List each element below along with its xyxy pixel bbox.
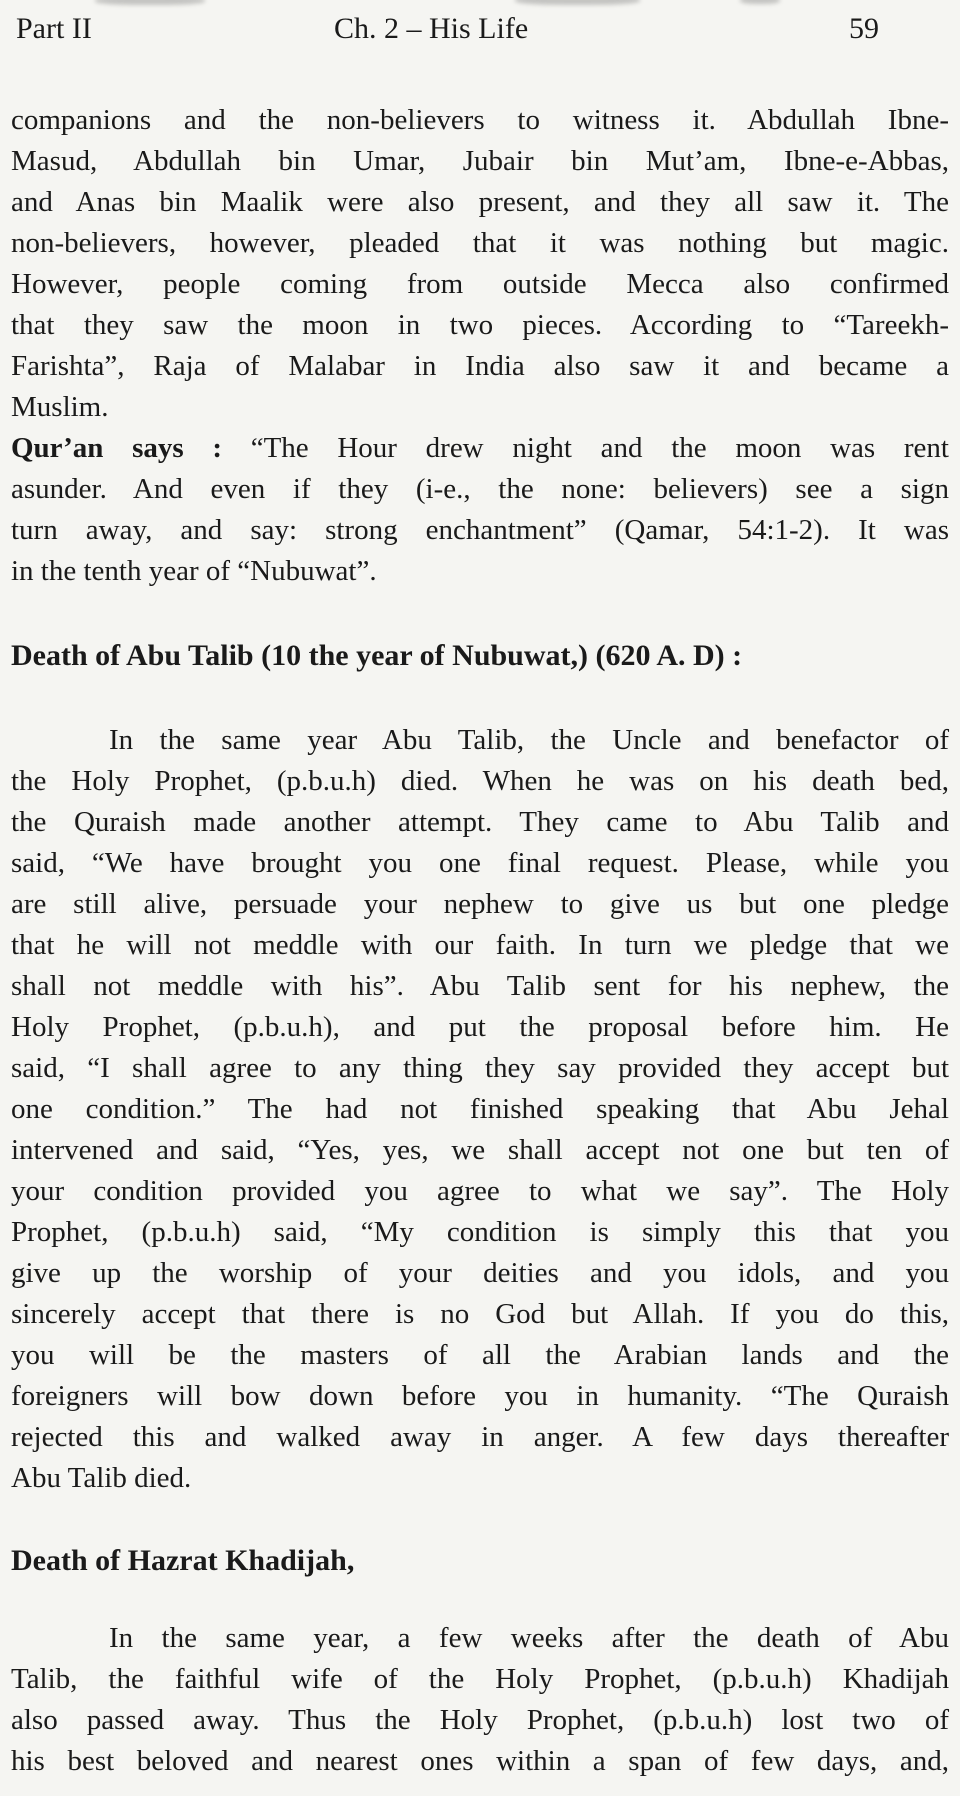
text-line: his best beloved and nearest ones within a span of few days, and, [11, 1745, 949, 1777]
text-line: However, people coming from outside Mecca also confirmed [11, 268, 949, 300]
text-line: In the same year, a few weeks after the death of Abu [109, 1622, 949, 1654]
text-line: Muslim. [11, 391, 109, 423]
header-part-label: Part II [16, 12, 92, 45]
text-line: are still alive, persuade your nephew to give us but one pledge [11, 888, 949, 920]
text-line: Prophet, (p.b.u.h) said, “My condition is simply this that you [11, 1216, 949, 1248]
text-line: that he will not meddle with our faith. In turn we pledge that we [11, 929, 949, 961]
text-line [11, 428, 949, 469]
text-line: one condition.” The had not finished speaking that Abu Jehal [11, 1093, 949, 1125]
text-line: said, “I shall agree to any thing they say provided they accept but [11, 1052, 949, 1084]
text-line: said, “We have brought you one final request. Please, while you [11, 847, 949, 879]
text-line: Talib, the faithful wife of the Holy Prophet, (p.b.u.h) Khadijah [11, 1663, 949, 1695]
paragraph-abu-talib-death [11, 720, 949, 1499]
text-line: and Anas bin Maalik were also present, and they all saw it. The [11, 186, 949, 218]
section-heading-death-of-khadijah: Death of Hazrat Khadijah, [11, 1544, 355, 1577]
text-line: rejected this and walked away in anger. A few days thereafter [11, 1421, 949, 1453]
text-line: foreigners will bow down before you in humanity. “The Quraish [11, 1380, 949, 1412]
page-header [0, 0, 960, 50]
page-body [0, 100, 960, 1782]
text-line: that they saw the moon in two pieces. According to “Tareekh- [11, 309, 949, 341]
text-line: in the tenth year of “Nubuwat”. [11, 555, 377, 587]
text-line: give up the worship of your deities and you idols, and you [11, 1257, 949, 1289]
header-chapter-title: Ch. 2 – His Life [334, 12, 529, 45]
text-line: sincerely accept that there is no God but Allah. If you do this, [11, 1298, 949, 1330]
text-line: you will be the masters of all the Arabian lands and the [11, 1339, 949, 1371]
lead-rest: “The Hour drew night and the moon was rent [222, 432, 949, 464]
paragraph-khadijah-death [11, 1618, 949, 1782]
text-line: the Quraish made another attempt. They came to Abu Talib and [11, 806, 949, 838]
section-heading-death-of-abu-talib: Death of Abu Talib (10 the year of Nubuwat,) (620 A. D) : [11, 639, 743, 672]
text-line: non-believers, however, pleaded that it was nothing but magic. [11, 227, 949, 259]
text-line: asunder. And even if they (i-e., the none: believers) see a sign [11, 473, 949, 505]
paragraph-moon-witnesses [11, 100, 949, 428]
paragraph-quran-quote [11, 428, 949, 592]
text-line: turn away, and say: strong enchantment” (Qamar, 54:1-2). It was [11, 514, 949, 546]
text-line: Farishta”, Raja of Malabar in India also saw it and became a [11, 350, 949, 382]
text-line: intervened and said, “Yes, yes, we shall accept not one but ten of [11, 1134, 949, 1166]
text-line: the Holy Prophet, (p.b.u.h) died. When he was on his death bed, [11, 765, 949, 797]
bold-lead: Qur’an says : [11, 432, 222, 464]
text-line: Holy Prophet, (p.b.u.h), and put the proposal before him. He [11, 1011, 949, 1043]
text-line: also passed away. Thus the Holy Prophet, (p.b.u.h) lost two of [11, 1704, 949, 1736]
text-line: Masud, Abdullah bin Umar, Jubair bin Mut’am, Ibne-e-Abbas, [11, 145, 949, 177]
text-line: your condition provided you agree to what we say”. The Holy [11, 1175, 949, 1207]
text-line: In the same year Abu Talib, the Uncle and benefactor of [109, 724, 949, 756]
text-line: Abu Talib died. [11, 1462, 192, 1494]
text-line: shall not meddle with his”. Abu Talib sent for his nephew, the [11, 970, 949, 1002]
text-line: companions and the non-believers to witness it. Abdullah Ibne- [11, 104, 949, 136]
header-page-number: 59 [849, 12, 879, 45]
